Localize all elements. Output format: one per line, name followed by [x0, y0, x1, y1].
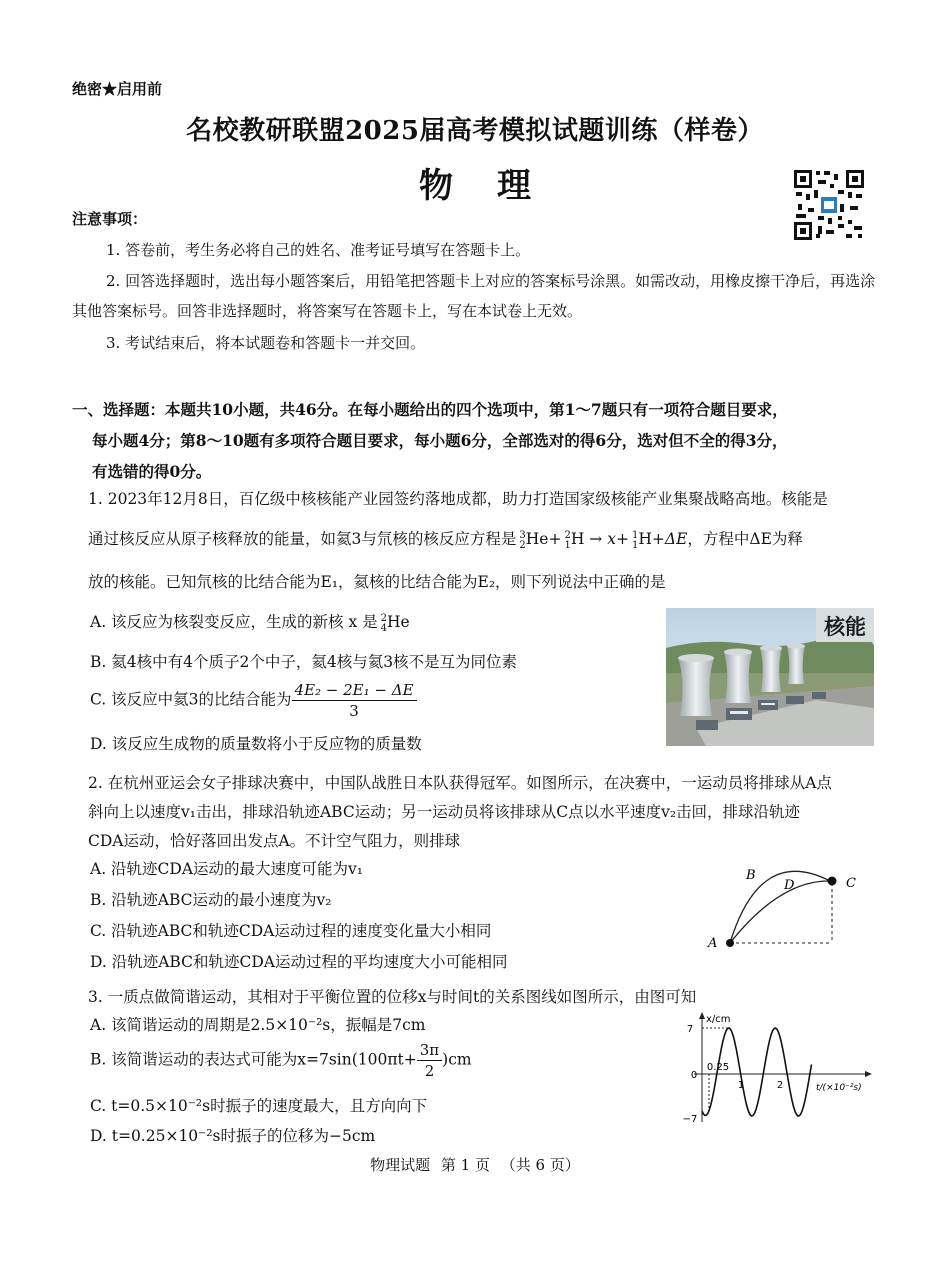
y-axis-label: x/cm [706, 1014, 731, 1025]
qr-code-icon [792, 168, 866, 242]
h1-z: 1 [631, 540, 639, 551]
q2-option-d: D. 沿轨迹ABC和轨迹CDA运动过程的平均速度大小可能相同 [90, 953, 508, 971]
notice-item-2: 2. 回答选择题时，选出每小题答案后，用铅笔把答题卡上对应的答案标号涂黑。如需改动，用橡皮擦干净后，再选涂其他答案标号。回答非选择题时，将答案写在答题卡上，写在本试卷上无效。 [72, 272, 876, 320]
nuclear-plant-photo [666, 608, 874, 746]
q1-line-2 [88, 522, 884, 556]
frac-numerator: 4E₂ − 2E₁ − ΔE [292, 680, 417, 701]
he-symbol: He [525, 530, 549, 548]
plus-1: + [548, 530, 562, 548]
exam-title: 名校教研联盟2025届高考模拟试题训练（样卷） [186, 116, 764, 146]
q2-option-a: A. 沿轨迹CDA运动的最大速度可能为v₁ [90, 860, 363, 878]
q1-option-c-fraction [292, 680, 417, 721]
q2-option-b: B. 沿轨迹ABC运动的最小速度为v₂ [90, 891, 332, 909]
h1-mass: 1 [631, 530, 639, 541]
q1-line-2-end: ，方程中ΔE为释 [687, 530, 803, 548]
label-c: C [846, 876, 856, 891]
displacement-graph [678, 1010, 878, 1130]
q1-line-3: 放的核能。已知氘核的比结合能为E₁，氦核的比结合能为E₂，则下列说法中正确的是 [88, 573, 666, 591]
page-footer [0, 1154, 950, 1175]
q2-option-c: C. 沿轨迹ABC和轨迹CDA运动过程的速度变化量大小相同 [90, 922, 492, 940]
notice-heading: 注意事项： [72, 210, 148, 228]
y-tick-0: 0 [690, 1070, 698, 1081]
label-a: A [708, 936, 718, 951]
opt-a-element: He [387, 613, 410, 631]
h2-mass: 2 [564, 530, 571, 541]
q1-option-d: D. 该反应生成物的质量数将小于反应物的质量数 [90, 735, 422, 753]
q3-option-d: D. t=0.25×10⁻²s时振子的位移为−5cm [90, 1127, 376, 1145]
subject-char-1: 物 [419, 166, 453, 206]
x-axis-label: t/(×10⁻²s) [816, 1083, 862, 1093]
delta-e: ΔE [664, 530, 688, 548]
opt-a-mass: 2 [380, 613, 388, 624]
q1-option-a-text: A. 该反应为核裂变反应，生成的新核 x 是 [90, 613, 378, 631]
q3-option-a: A. 该简谐运动的周期是2.5×10⁻²s，振幅是7cm [90, 1016, 426, 1034]
label-b: B [746, 868, 756, 883]
q3-frac-den: 2 [424, 1062, 435, 1080]
section-heading [72, 394, 884, 487]
q3-line-1: 3. 一质点做简谐运动，其相对于平衡位置的位移x与时间t的关系图线如图所示，由图可知 [88, 988, 697, 1006]
label-d: D [784, 878, 795, 893]
notice-item-1: 1. 答卷前，考生务必将自己的姓名、准考证号填写在答题卡上。 [106, 241, 531, 259]
y-tick-7: 7 [686, 1024, 694, 1035]
q3-option-b-text: B. 该简谐运动的表达式可能为x=7sin(100πt+ [90, 1050, 417, 1069]
frac-denominator: 3 [349, 702, 359, 720]
footer-subject: 物理试题 [370, 1156, 431, 1174]
q3-option-c: C. t=0.5×10⁻²s时振子的速度最大，且方向向下 [90, 1097, 428, 1115]
notice-item-3: 3. 考试结束后，将本试题卷和答题卡一并交回。 [106, 334, 426, 352]
q1-option-c [90, 680, 417, 721]
subject-char-2: 理 [497, 166, 531, 206]
plus-2: + [615, 530, 629, 548]
trajectory-figure [700, 855, 870, 955]
arrow: → [589, 530, 603, 548]
section-line-2: 每小题4分；第8～10题有多项符合题目要求，每小题6分，全部选对的得6分，选对但不全的得3分， [92, 431, 788, 450]
q3-option-b-fraction [417, 1040, 442, 1081]
he-z: 2 [519, 540, 526, 551]
plus-3: + [651, 530, 665, 548]
opt-a-z: 4 [380, 623, 388, 634]
q3-option-b [90, 1040, 472, 1081]
footer-page-number: 第 1 页 [440, 1156, 490, 1174]
x-tick-025: 0.25 [706, 1062, 730, 1073]
q1-option-a [90, 610, 410, 634]
q3-option-b-end: )cm [442, 1050, 472, 1069]
q1-line-2-text: 通过核反应从原子核释放的能量，如氦3与氘核的核反应方程是 [88, 530, 517, 548]
q2-line-1: 2. 在杭州亚运会女子排球决赛中，中国队战胜日本队获得冠军。如图所示，在决赛中，一运动员将排球从A点 [88, 774, 832, 792]
section-line-1: 一、选择题：本题共10小题，共46分。在每小题给出的四个选项中，第1～7题只有一项符合题目要求， [72, 400, 788, 419]
point-a [726, 939, 734, 947]
h1-symbol: H [638, 530, 652, 548]
he-mass: 3 [519, 530, 526, 541]
photo-label: 核能 [824, 615, 866, 639]
confidential-label: 绝密★启用前 [72, 80, 163, 98]
x-tick-1: 1 [737, 1080, 745, 1091]
q2-line-2: 斜向上以速度v₁击出，排球沿轨迹ABC运动；另一运动员将该排球从C点以水平速度v₂击回，排球沿轨迹 [88, 803, 801, 821]
section-line-3: 有选错的得0分。 [92, 462, 212, 481]
footer-total-pages: （共 6 页） [500, 1156, 580, 1174]
q1-option-c-text: C. 该反应中氦3的比结合能为 [90, 690, 292, 709]
x-tick-2: 2 [776, 1080, 784, 1091]
x-symbol: x [607, 530, 616, 548]
h2-z: 1 [564, 540, 571, 551]
h2-symbol: H [570, 530, 585, 548]
q1-option-b: B. 氦4核中有4个质子2个中子，氦4核与氦3核不是互为同位素 [90, 653, 518, 671]
y-tick-neg7: −7 [682, 1114, 698, 1125]
q3-frac-num: 3π [417, 1040, 442, 1061]
q2-line-3: CDA运动，恰好落回出发点A。不计空气阻力，则排球 [88, 832, 461, 850]
trajectory-cda [730, 881, 830, 943]
q1-line-1: 1. 2023年12月8日，百亿级中核核能产业园签约落地成都，助力打造国家级核能产业集聚战略高地。核能是 [88, 490, 828, 508]
point-c [828, 877, 837, 886]
